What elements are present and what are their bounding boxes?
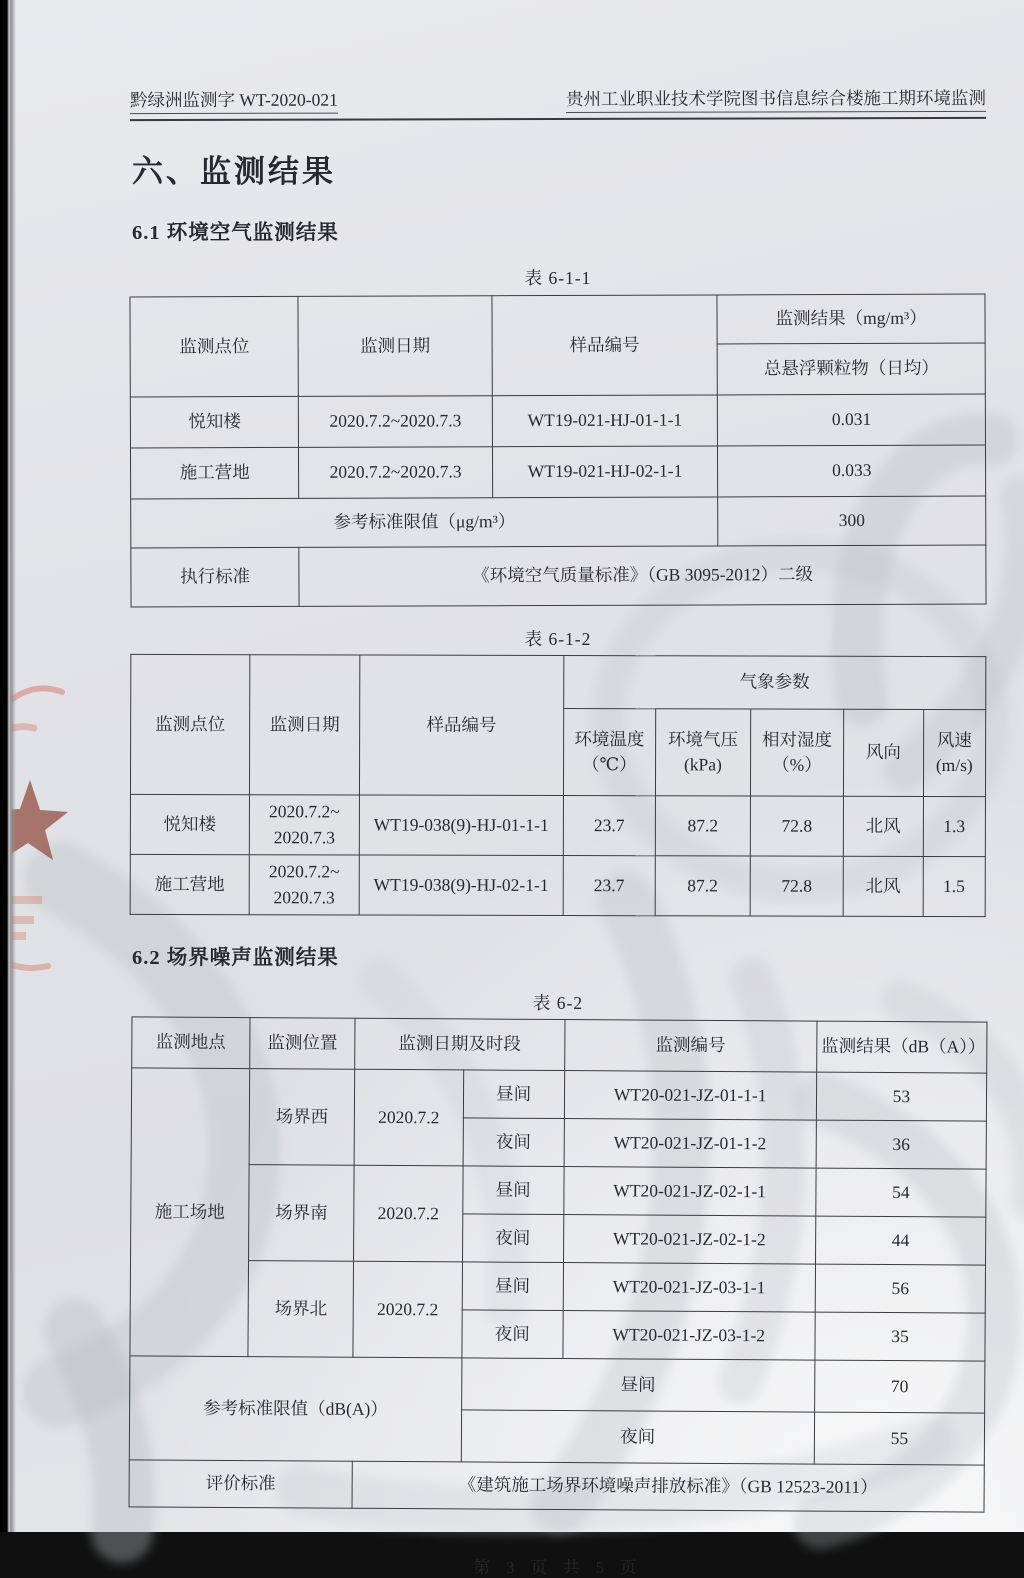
cell-humidity: 72.8 xyxy=(750,856,843,916)
col-header-sample: 样品编号 xyxy=(492,295,718,396)
col-header-humidity: 相对湿度 （%） xyxy=(750,709,843,796)
cell-wind-dir: 北风 xyxy=(843,796,923,856)
cell-sample: WT19-021-HJ-01-1-1 xyxy=(492,395,718,447)
table-row xyxy=(130,794,985,856)
cell-temp: 23.7 xyxy=(563,796,655,856)
table-row xyxy=(130,445,985,499)
cell-pressure: 87.2 xyxy=(655,856,750,916)
cell-period: 昼间 xyxy=(462,1262,563,1311)
header-project-title: 贵州工业职业技术学院图书信息综合楼施工期环境监测 xyxy=(566,85,986,113)
table-6-2-caption: 表 6-2 xyxy=(532,993,584,1013)
cell-sample: WT19-021-HJ-02-1-1 xyxy=(492,446,718,498)
cell-wind-speed: 1.5 xyxy=(923,856,986,916)
cell-point: 悦知楼 xyxy=(130,794,249,854)
cell-value: 44 xyxy=(815,1216,985,1265)
cell-sample: WT19-038(9)-HJ-01-1-1 xyxy=(359,795,563,856)
cell-date: 2020.7.2~2020.7.3 xyxy=(299,447,492,499)
cell-period: 夜间 xyxy=(462,1214,563,1263)
cell-value: 56 xyxy=(815,1264,985,1313)
scan-edge-left xyxy=(0,0,16,1532)
table-6-1-2-caption: 表 6-1-2 xyxy=(524,629,592,649)
eval-label: 评价标准 xyxy=(129,1460,352,1508)
evaluation-row xyxy=(129,1460,984,1512)
page-number: 第 3 页 共 5 页 xyxy=(473,1558,643,1577)
cell-period: 昼间 xyxy=(463,1166,564,1215)
page-title: 六、监测结果 xyxy=(132,154,336,189)
cell-position: 场界西 xyxy=(249,1069,355,1166)
limit-period: 夜间 xyxy=(461,1410,814,1464)
limit-row xyxy=(131,496,986,548)
col-header-result-group: 监测结果（mg/m³） xyxy=(717,294,985,344)
cell-date: 2020.7.2 xyxy=(353,1261,462,1358)
cell-code: WT20-021-JZ-03-1-2 xyxy=(563,1311,816,1361)
limit-label: 参考标准限值（dB(A)） xyxy=(129,1356,461,1462)
table-6-1-2 xyxy=(130,654,987,917)
col-header-wind-speed: 风速 (m/s) xyxy=(923,709,986,796)
cell-wind-dir: 北风 xyxy=(843,856,923,916)
cell-site: 施工场地 xyxy=(130,1068,250,1357)
cell-code: WT20-021-JZ-01-1-2 xyxy=(564,1119,817,1169)
cell-value: 36 xyxy=(816,1120,986,1169)
cell-code: WT20-021-JZ-03-1-1 xyxy=(563,1263,816,1313)
col-header-temp: 环境温度 （℃） xyxy=(563,709,656,796)
eval-value: 《建筑施工场界环境噪声排放标准》（GB 12523-2011） xyxy=(352,1461,984,1512)
cell-date: 2020.7.2 xyxy=(354,1165,463,1262)
col-header-position: 监测位置 xyxy=(250,1018,355,1070)
col-header-point: 监测点位 xyxy=(130,296,299,397)
cell-value: 0.031 xyxy=(718,394,986,446)
col-header-datetime: 监测日期及时段 xyxy=(355,1018,565,1070)
cell-pressure: 87.2 xyxy=(655,796,750,856)
table-6-1-1 xyxy=(129,294,986,608)
cell-value: 35 xyxy=(815,1312,985,1361)
cell-value: 53 xyxy=(816,1072,986,1121)
col-header-weather-group: 气象参数 xyxy=(563,656,986,710)
cell-point: 施工营地 xyxy=(130,447,299,499)
cell-wind-speed: 1.3 xyxy=(923,796,986,856)
col-header-result: 监测结果（dB（A）） xyxy=(816,1021,986,1073)
cell-period: 夜间 xyxy=(462,1310,563,1359)
table-row xyxy=(130,854,985,916)
cell-code: WT20-021-JZ-02-1-1 xyxy=(563,1167,816,1217)
col-header-code: 监测编号 xyxy=(564,1020,817,1073)
cell-position: 场界南 xyxy=(249,1165,355,1262)
cell-period: 昼间 xyxy=(463,1070,564,1119)
cell-sample: WT19-038(9)-HJ-02-1-1 xyxy=(359,855,563,916)
table-row xyxy=(130,1260,985,1313)
cell-period: 夜间 xyxy=(463,1118,564,1167)
page-content xyxy=(130,0,986,1578)
cell-position: 场界北 xyxy=(248,1261,354,1358)
cell-value: 54 xyxy=(816,1168,986,1217)
cell-date: 2020.7.2 xyxy=(354,1069,463,1166)
section-6-1-heading: 6.1 环境空气监测结果 xyxy=(132,222,339,244)
limit-value: 300 xyxy=(718,496,986,546)
col-header-point: 监测点位 xyxy=(130,654,249,794)
col-header-wind-dir: 风向 xyxy=(844,709,924,796)
standard-value: 《环境空气质量标准》（GB 3095-2012）二级 xyxy=(299,545,986,606)
cell-date: 2020.7.2~ 2020.7.3 xyxy=(249,855,359,915)
col-header-sample: 样品编号 xyxy=(360,655,564,796)
cell-date: 2020.7.2~2020.7.3 xyxy=(299,396,492,448)
col-header-pressure: 环境气压 (kPa) xyxy=(655,709,750,796)
table-row xyxy=(131,1164,986,1217)
table-row xyxy=(130,394,985,448)
cell-point: 悦知楼 xyxy=(130,396,299,448)
table-6-1-1-caption: 表 6-1-1 xyxy=(524,268,592,288)
limit-value: 70 xyxy=(814,1360,985,1413)
cell-code: WT20-021-JZ-01-1-1 xyxy=(564,1071,817,1121)
col-header-date: 监测日期 xyxy=(249,655,360,795)
cell-value: 0.033 xyxy=(718,445,986,497)
standard-label: 执行标准 xyxy=(131,547,300,607)
standard-row xyxy=(131,545,986,607)
limit-row xyxy=(130,1356,985,1413)
limit-period: 昼间 xyxy=(461,1358,814,1412)
section-6-2-heading: 6.2 场界噪声监测结果 xyxy=(132,947,339,969)
col-header-date: 监测日期 xyxy=(298,296,492,397)
table-6-2 xyxy=(129,1016,988,1512)
limit-label: 参考标准限值（μg/m³） xyxy=(131,497,719,548)
cell-date: 2020.7.2~ 2020.7.3 xyxy=(249,795,359,855)
table-row xyxy=(131,1068,986,1121)
cell-point: 施工营地 xyxy=(130,854,249,914)
header-doc-number: 黔绿洲监测字 WT-2020-021 xyxy=(130,87,338,115)
document-header xyxy=(130,85,986,121)
col-header-result-sub: 总悬浮颗粒物（日均） xyxy=(717,343,985,395)
cell-temp: 23.7 xyxy=(563,856,655,916)
limit-value: 55 xyxy=(814,1412,985,1465)
cell-humidity: 72.8 xyxy=(750,796,843,856)
cell-code: WT20-021-JZ-02-1-2 xyxy=(563,1215,816,1265)
col-header-site: 监测地点 xyxy=(132,1017,250,1069)
